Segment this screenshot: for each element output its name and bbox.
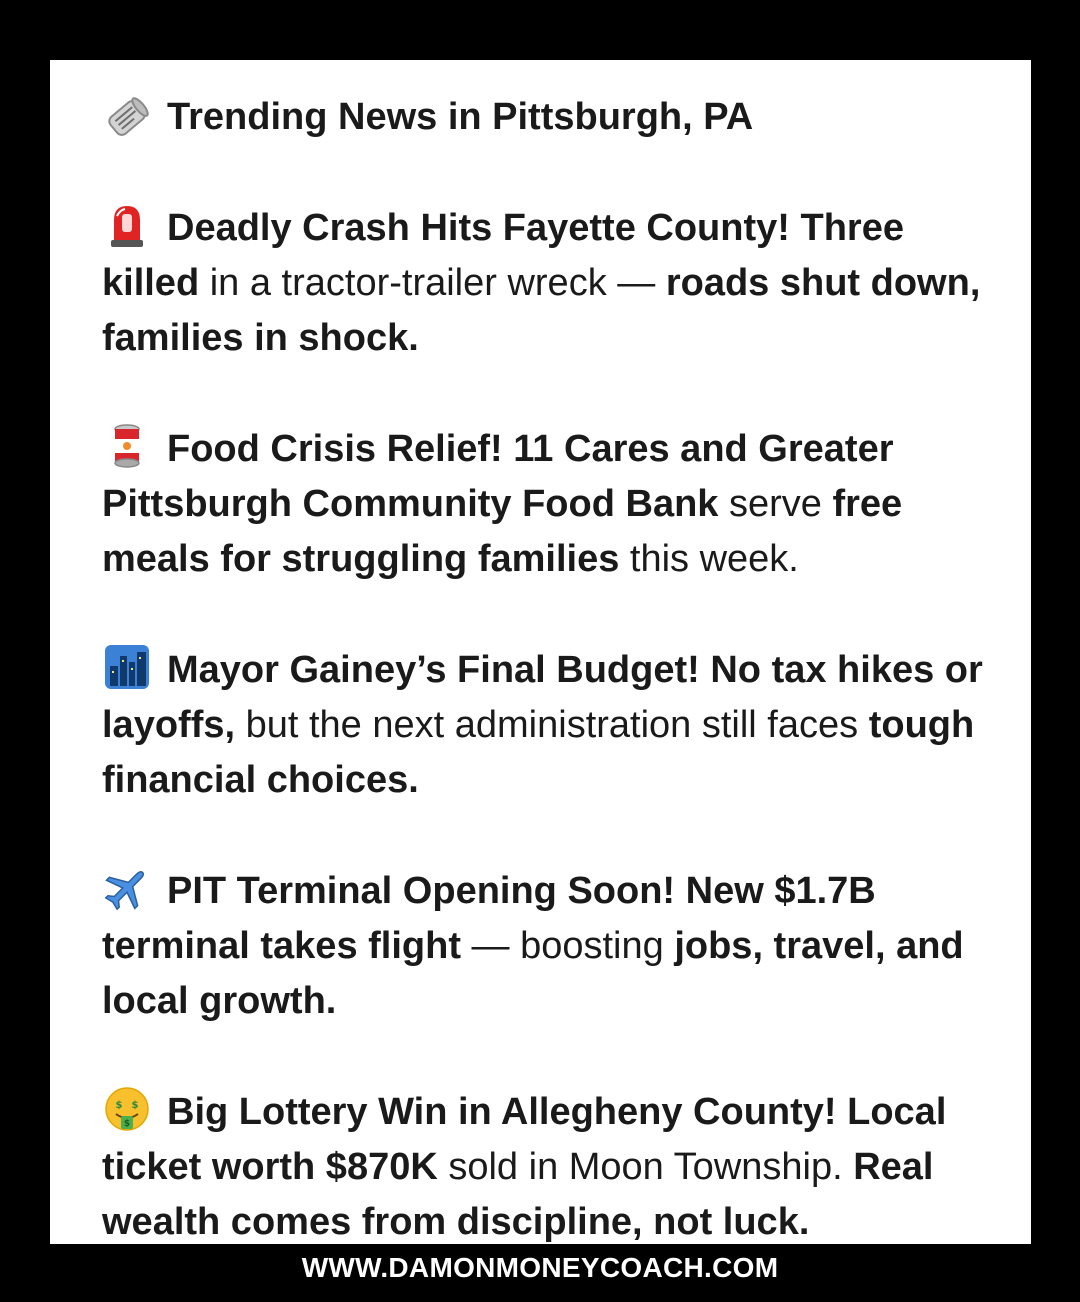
item-crash-highlight: roads shut down, families in shock. (102, 262, 981, 359)
item-budget-headline: Mayor Gainey’s Final Budget! No tax hikes or layoffs, (102, 649, 983, 746)
svg-text:$: $ (115, 1100, 123, 1111)
footer-website: WWW.DAMONMONEYCOACH.COM (301, 1252, 779, 1283)
item-budget-body: but the next administration still faces (235, 704, 869, 746)
cityscape-icon (102, 642, 152, 692)
news-item-terminal (102, 863, 992, 1029)
item-crash-body: in a tractor-trailer wreck — (199, 262, 666, 304)
newspaper-icon (102, 93, 152, 143)
money-mouth-face-icon (102, 1084, 152, 1134)
news-card (50, 60, 1031, 1244)
item-terminal-headline: PIT Terminal Opening Soon! New $1.7B terminal takes flight (102, 870, 876, 967)
news-item-food (102, 421, 992, 587)
item-food-body-2: this week. (619, 538, 799, 580)
item-food-body-1: serve (718, 483, 833, 525)
news-item-budget (102, 642, 992, 808)
canned-food-icon (102, 421, 152, 471)
item-lottery-highlight: Real wealth comes from discipline, not luck. (102, 1146, 934, 1243)
item-food-highlight: free meals for struggling families (102, 483, 903, 580)
item-terminal-body: — boosting (460, 925, 675, 967)
item-lottery-headline: Big Lottery Win in Allegheny County! Local ticket worth $870K (102, 1091, 947, 1188)
item-budget-highlight: tough financial choices. (102, 704, 975, 801)
news-item-crash (102, 200, 992, 366)
svg-text:$: $ (131, 1100, 139, 1111)
news-item-lottery (102, 1084, 992, 1250)
item-food-headline: Food Crisis Relief! 11 Cares and Greater Pittsburgh Community Food Bank (102, 428, 894, 525)
police-siren-icon (102, 200, 152, 250)
news-content (102, 90, 992, 1250)
airplane-icon (102, 863, 152, 913)
item-lottery-body: sold in Moon Township. (437, 1146, 854, 1188)
page-title-text: Trending News in Pittsburgh, PA (167, 96, 754, 138)
svg-text:$: $ (123, 1119, 131, 1129)
page-title (102, 90, 992, 145)
item-crash-headline: Deadly Crash Hits Fayette County! Three killed (102, 207, 904, 304)
item-terminal-highlight: jobs, travel, and local growth. (102, 925, 964, 1022)
